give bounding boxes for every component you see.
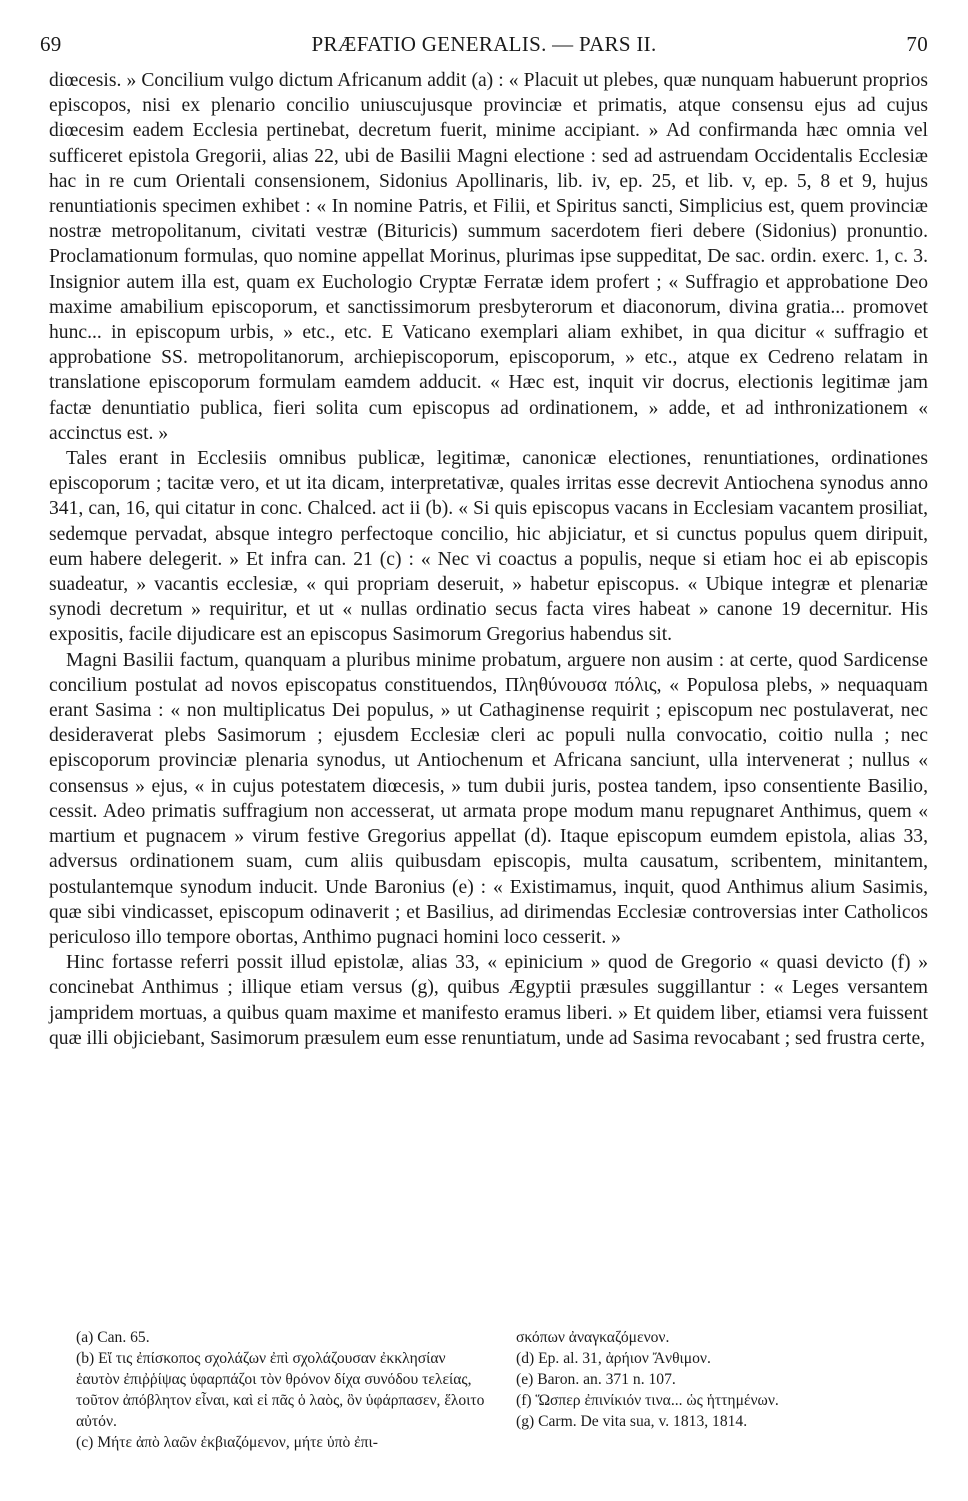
footnote-f: (f) Ὥσπερ ἐπινίκιόν τινα... ὡς ἡττημένων. bbox=[516, 1392, 779, 1409]
footnote-g: (g) Carm. De vita sua, v. 1813, 1814. bbox=[516, 1413, 748, 1430]
paragraph-magni-basilii: Magni Basilii factum, quanquam a pluribus minime probatum, arguere non ausim : at certe, quod Sardicense concilium postulat ad novos episcopatus constituendos, Πληθύνουσα πόλις, « Populosa plebs, » nequaquam erant Sasima : « non multiplicatus Dei populus, » ut Cathaginense requirit ; episcopum nec postulaverat, nec desideraverat plebs Sasimorum ; ejusdem Ecclesiæ cleri ac populi nulla convocatio, coitio nulla ; nec episcoporum provinciæ plenaria synodus, ut Antiochenum et Africana sanciunt, ulla intervenerat ; nullus « consensus » ejus, « in cujus potestatem diœcesis, » tum dubii juris, postea tandem, ipso consentiente Basilio, cessit. Adeo primatis suffragium non accesserat, ut armata prope modum manu repugnaret Anthimus, quem « martium et pugnacem » virum festive Gregorius appellat (d). Itaque episcopum eumdem epistola, alias 33, adversus ordinationem suam, cum aliis quibusdam episcopis, multa causatum, scribentem, minitantem, postulantemque synodum inducit. Unde Baronius (e) : « Existimamus, inquit, quod Anthimus alium Sasimis, quæ sibi vindicasset, episcopum odinaverit ; et Basilius, ad dirimendas Ecclesiæ controversias inter Catholicos periculoso illo tempore obortas, Anthimo pugnaci homini loco cesserit. » bbox=[49, 649, 928, 948]
paragraph-tales: Tales erant in Ecclesiis omnibus publicæ, legitimæ, canonicæ electiones, renuntiationes, ordinationes episcoporum ; tacitæ vero, et ut ita dicam, interpretativæ, quales irritas esse decrevit Antiochena synodus anno 341, can, 16, qui citatur in conc. Chalced. act ii (b). « Si quis episcopus vacans in Ecclesiam vacantem prosiliat, sedemque pervadat, absque integro perfectoque concilio, hic abjiciatur, et si cunctus populus quem diripuit, eum habere delegerit. » Et infra can. 21 (c) : « Nec vi coactus a populis, neque si etiam hoc ei ab episcopis suadeatur, » vacantis ecclesiæ, « qui propriam deseruit, » habetur episcopus. « Ubique integræ et plenariæ synodi decretum » requiritur, et ut « nullas ordinatio secus facta vires habeat » canone 19 decernitur. His expositis, facile dijudicare est an episcopus Sasimorum Gregorius habendus sit. bbox=[49, 448, 928, 646]
body-text bbox=[49, 68, 928, 1318]
footnotes-left-column bbox=[76, 1327, 492, 1453]
footnotes bbox=[76, 1327, 928, 1477]
footnote-b: (b) Εἴ τις ἐπίσκοπος σχολάζων ἐπὶ σχολάζουσαν ἐκκλησίαν ἑαυτὸν ἐπιῤῥίψας ὑφαρπάζοι τὸν θρόνον δίχα συνόδου τελείας, τοῦτον ἀπόβλητον εἶναι, καὶ εἰ πᾶς ὁ λαὸς, ὃν ὑφάρπασεν, ἕλοιτο αὐτόν. bbox=[76, 1350, 485, 1430]
paragraph-continuation: diœcesis. » Concilium vulgo dictum Africanum addit (a) : « Placuit ut plebes, quæ nunquam habuerunt proprios episcopos, nisi ex plenario concilio uniuscujusque provinciæ et primatis, atque consensu ejus ad cujus diœcesim eadem Ecclesia pertinebat, decretum fuerit, minime accipiant. » Ad confirmanda hæc omnia vel sufficeret epistola Gregorii, alias 22, ubi de Basilii Magni electione : sed ad astruendam Occidentalis Ecclesiæ hac in re cum Orientali consensionem, Sidonius Apollinaris, lib. iv, ep. 25, et lib. v, ep. 5, 8 et 9, hujus renuntiationis specimen exhibet : « In nomine Patris, et Filii, et Spiritus sancti, Simplicius est, quem provinciæ nostræ metropolitanum, civitati vestræ (Bituricis) summum sacerdotem fieri debere (Sidonius) pronuntio. Proclamationum formulas, quo nomine appellat Morinus, plurimas ipse suppeditat, De sac. ordin. exerc. 1, c. 3. Insignior autem illa est, quam ex Euchologio Cryptæ Ferratæ idem profert ; « Suffragio et approbatione Deo maxime amabilium episcoporum, et sanctissimorum presbyterorum et diaconorum, divina gratia... promovet hunc... in episcopum urbis, » etc., etc. E Vaticano exemplari aliam exhibet, in qua dicitur « suffragio et approbatione SS. metropolitanorum, archiepiscoporum, episcoporum, » etc., atque ex Cedreno relatam in translatione episcoporum formulam eamdem adducit. « Hæc est, inquit vir docrus, electionis legitimæ jam factæ denuntiatio publica, fieri solita cum episcopus ad ordinationem, » adde, et ad inthronizationem « accinctus est. » bbox=[49, 70, 928, 444]
footnote-d: (d) Ep. al. 31, ἀρήιον Ἄνθιμον. bbox=[516, 1350, 711, 1367]
running-title: PRÆFATIO GENERALIS. — PARS II. bbox=[311, 32, 657, 56]
footnotes-right-column bbox=[516, 1327, 928, 1432]
footnote-c-continued: σκόπων ἀναγκαζόμενον. bbox=[516, 1329, 670, 1346]
paragraph-hinc-fortasse: Hinc fortasse referri possit illud epistolæ, alias 33, « epinicium » quod de Gregorio « quasi devicto (f) » concinebat Anthimus ; illique etiam versus (g), quibus Ægyptii præsules suggillantur : « Leges versantem jampridem mortuas, a quibus quam maxime et manifesto eramus liberi. » Et quidem liber, etiamsi vera fuissent quæ illi objiciebant, Sasimorum præsulem eum esse renuntiatum, unde ad Sasima revocabant ; sed frustra certe, bbox=[49, 952, 928, 1049]
footnote-a: (a) Can. 65. bbox=[76, 1329, 150, 1346]
running-head bbox=[40, 32, 928, 60]
footnote-e: (e) Baron. an. 371 n. 107. bbox=[516, 1371, 676, 1388]
footnote-c: (c) Μήτε ἀπὸ λαῶν ἐκβιαζόμενον, μήτε ὑπὸ ἐπι- bbox=[76, 1434, 378, 1451]
page-number-left: 69 bbox=[40, 32, 62, 56]
page-number-right: 70 bbox=[906, 32, 928, 56]
